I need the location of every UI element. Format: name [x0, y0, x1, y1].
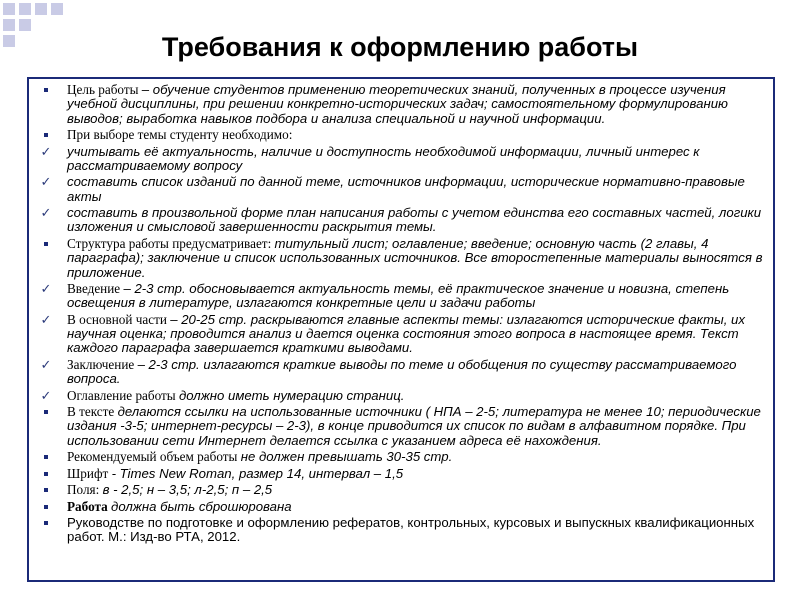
item-lead-text: При выборе темы студенту необходимо: [67, 127, 293, 143]
item-text: делаются ссылки на использованные источники ( НПА – 2-5; литература не менее 10; периодические издания -3-5; интернет-ресурсы – 2-3), в конце приводится их список по видам в алфавитном порядке. При использовании сети Интернет делается ссылка с указанием адреса её нахождения. [67, 404, 761, 448]
list-item [33, 128, 767, 142]
item-text: - Times New Roman, размер 14, интервал – 1,5 [111, 465, 404, 481]
item-lead-text: Введение [67, 280, 124, 296]
item-text: Руководстве по подготовке и оформлению рефератов, контрольных, курсовых и выпускных квалификационных работ. М.: Изд-во РТА, 2012. [67, 515, 755, 545]
square-bullet-icon [35, 500, 57, 514]
item-text: составить в произвольной форме план написания работы с учетом единства его составных частей, логики изложения и смысловой завершенности раскрытия темы. [67, 205, 762, 235]
item-lead-text: Рекомендуемый объем работы [67, 449, 241, 465]
requirements-list [29, 79, 773, 545]
square-bullet-icon [35, 516, 57, 530]
square-bullet-icon [35, 237, 57, 251]
list-item [33, 282, 767, 311]
item-text: титульный лист; оглавление; введение; основную часть (2 главы, 4 параграфа); заключение и список использованных источников. Все второстепенные материалы выносятся в приложение. [67, 235, 763, 280]
checkmark-bullet-icon: ✓ [40, 143, 52, 159]
list-item [33, 145, 767, 174]
list-item [33, 467, 767, 481]
item-lead-text: Работа [67, 498, 112, 514]
square-bullet-icon [35, 128, 57, 142]
item-lead-text: Структура работы предусматривает: [67, 235, 275, 251]
square-bullet-icon [35, 483, 57, 497]
list-item [33, 237, 767, 280]
square-bullet-icon [35, 83, 57, 97]
list-item [33, 450, 767, 464]
square-bullet-icon [35, 467, 57, 481]
item-lead-text: Оглавление работы [67, 387, 179, 403]
list-item [33, 516, 767, 545]
item-lead-text: Заключение [67, 356, 138, 372]
list-item [33, 483, 767, 497]
item-text: – 20-25 стр. раскрываются главные аспекты темы: излагаются исторические факты, их научная оценка; проводится анализ и дается оценка состояния этого вопроса в настоящее время. Текст каждого параграфа завершается краткими выводами. [67, 311, 745, 356]
list-item [33, 83, 767, 126]
checkmark-bullet-icon: ✓ [40, 356, 52, 372]
list-item [33, 405, 767, 448]
item-text: в - 2,5; н – 3,5; л-2,5; п – 2,5 [102, 482, 273, 498]
item-text: учитывать её актуальность, наличие и доступность необходимой информации, личный интерес к рассматриваемому вопросу [67, 143, 700, 173]
checkmark-bullet-icon: ✓ [40, 174, 52, 190]
checkmark-bullet-icon: ✓ [40, 205, 52, 221]
square-bullet-icon [35, 405, 57, 419]
slide-title: Требования к оформлению работы [161, 32, 639, 62]
checkmark-bullet-icon: ✓ [40, 280, 52, 296]
item-lead-text: В тексте [67, 404, 118, 420]
list-item [33, 358, 767, 387]
item-text: должно иметь нумерацию страниц. [178, 387, 405, 403]
checkmark-bullet-icon: ✓ [40, 387, 52, 403]
item-text: составить список изданий по данной теме, источников информации, исторические нормативно-правовые акты [67, 174, 745, 204]
item-lead-text: В основной части [67, 311, 171, 327]
item-text: – 2-3 стр. обосновывается актуальность темы, её практическое значение и новизна, степень освещения в литературе, излагаются конкретные цели и задачи работы [67, 280, 730, 311]
item-text: не должен превышать 30-35 стр. [240, 449, 453, 465]
item-lead-text: Цель работы [67, 82, 142, 97]
checkmark-bullet-icon: ✓ [40, 311, 52, 327]
square-bullet-icon [35, 450, 57, 464]
item-text: должна быть сброшюрована [111, 498, 292, 514]
item-lead-text: Шрифт [67, 465, 112, 481]
item-text: – 2-3 стр. излагаются краткие выводы по теме и обобщения по существу рассматриваемого вопроса. [67, 356, 737, 387]
list-item [33, 175, 767, 204]
list-item [33, 500, 767, 514]
list-item [33, 313, 767, 356]
item-text: – обучение студентов применению теоретических знаний, полученных в процессе изучения учебной дисциплины, при решении конкретно-исторических задач; самостоятельному формулированию выводов; выработка навыков подбора и анализа специальной и научной информации. [67, 82, 728, 126]
list-item [33, 206, 767, 235]
content-frame [27, 77, 775, 582]
item-lead-text: Поля: [67, 482, 103, 498]
list-item [33, 389, 767, 403]
